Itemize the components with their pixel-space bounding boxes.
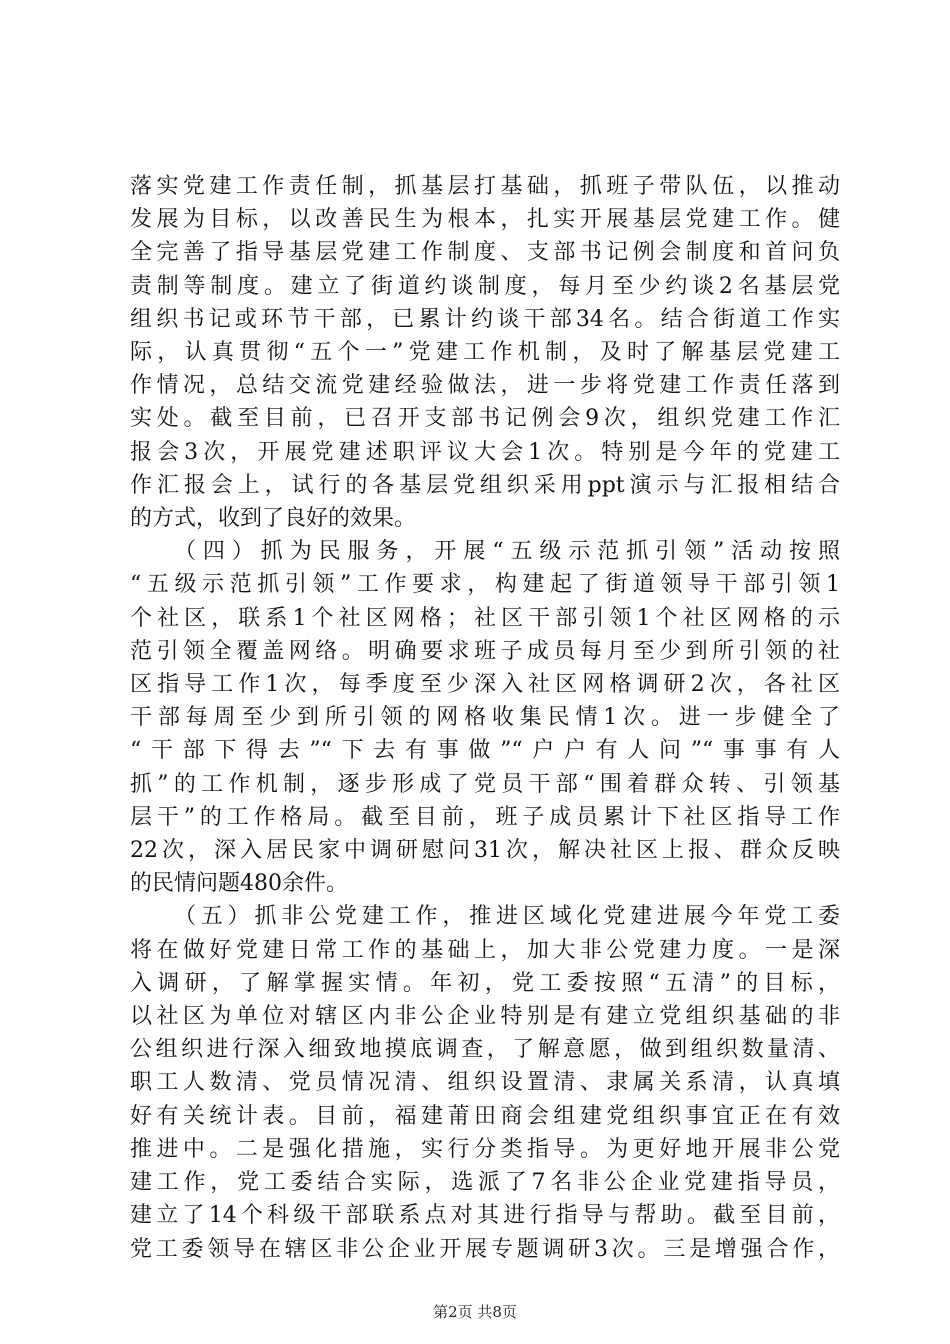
text-line: 好有关统计表。目前，福建莆田商会组建党组织事宜正在有效 <box>130 1103 840 1129</box>
text-line: 作情况，总结交流党建经验做法，进一步将党建工作责任落到 <box>130 373 840 399</box>
text-line: 范引领全覆盖网络。明确要求班子成员每月至少到所引领的社 <box>130 638 840 664</box>
text-line: 建工作，党工委结合实际，选派了7名非公企业党建指导员， <box>130 1170 840 1196</box>
document-body <box>130 170 840 1266</box>
section-heading-four: （四）抓为民服务，开展“五级示范抓引领”活动按照 <box>174 539 840 565</box>
text-line: 入调研，了解掌握实情。年初，党工委按照“五清”的目标， <box>130 970 840 996</box>
text-line: 职工人数清、党员情况清、组织设置清、隶属关系清，认真填 <box>130 1070 840 1096</box>
text-line: 组织书记或环节干部，已累计约谈干部34名。结合街道工作实 <box>130 306 840 332</box>
text-line: 区指导工作1次，每季度至少深入社区网格调研2次，各社区 <box>130 672 840 698</box>
text-line: 作汇报会上，试行的各基层党组织采用ppt演示与汇报相结合 <box>130 472 840 498</box>
text-line: 干部每周至少到所引领的网格收集民情1次。进一步健全了 <box>130 705 840 731</box>
text-line: 党工委领导在辖区非公企业开展专题调研3次。三是增强合作， <box>130 1236 840 1262</box>
text-line: “干部下得去”“下去有事做”“户户有人问”“事事有人 <box>130 738 840 764</box>
text-line: 以社区为单位对辖区内非公企业特别是有建立党组织基础的非 <box>130 1004 840 1030</box>
text-line: 实处。截至目前，已召开支部书记例会9次，组织党建工作汇 <box>130 406 840 432</box>
page-footer <box>0 1301 950 1322</box>
text-line: 落实党建工作责任制，抓基层打基础，抓班子带队伍，以推动 <box>130 174 840 199</box>
text-line: 发展为目标，以改善民生为根本，扎实开展基层党建工作。健 <box>130 207 840 233</box>
text-line: 个社区，联系1个社区网格；社区干部引领1个社区网格的示 <box>130 605 840 631</box>
page-number: 第2页 共8页 <box>433 1303 517 1321</box>
text-line: 抓”的工作机制，逐步形成了党员干部“围着群众转、引领基 <box>130 771 840 797</box>
text-line: 建立了14个科级干部联系点对其进行指导与帮助。截至目前， <box>130 1203 840 1229</box>
text-line: 报会3次，开展党建述职评议大会1次。特别是今年的党建工 <box>130 439 840 465</box>
text-line: 的民情问题480余件。 <box>130 871 348 897</box>
section-heading-five: （五）抓非公党建工作，推进区域化党建进展今年党工委 <box>174 904 840 930</box>
text-line: “五级示范抓引领”工作要求，构建起了街道领导干部引领1 <box>130 572 840 598</box>
text-line: 责制等制度。建立了街道约谈制度，每月至少约谈2名基层党 <box>130 273 840 299</box>
text-line: 的方式，收到了良好的效果。 <box>130 506 417 532</box>
text-line: 全完善了指导基层党建工作制度、支部书记例会制度和首问负 <box>130 240 840 266</box>
text-line: 层干”的工作格局。截至目前，班子成员累计下社区指导工作 <box>130 804 840 830</box>
text-line: 将在做好党建日常工作的基础上，加大非公党建力度。一是深 <box>130 937 840 963</box>
text-line: 推进中。二是强化措施，实行分类指导。为更好地开展非公党 <box>130 1136 840 1162</box>
text-line: 际，认真贯彻“五个一”党建工作机制，及时了解基层党建工 <box>130 340 840 366</box>
text-line: 公组织进行深入细致地摸底调查，了解意愿，做到组织数量清、 <box>130 1037 840 1063</box>
text-line: 22次，深入居民家中调研慰问31次，解决社区上报、群众反映 <box>130 838 840 864</box>
